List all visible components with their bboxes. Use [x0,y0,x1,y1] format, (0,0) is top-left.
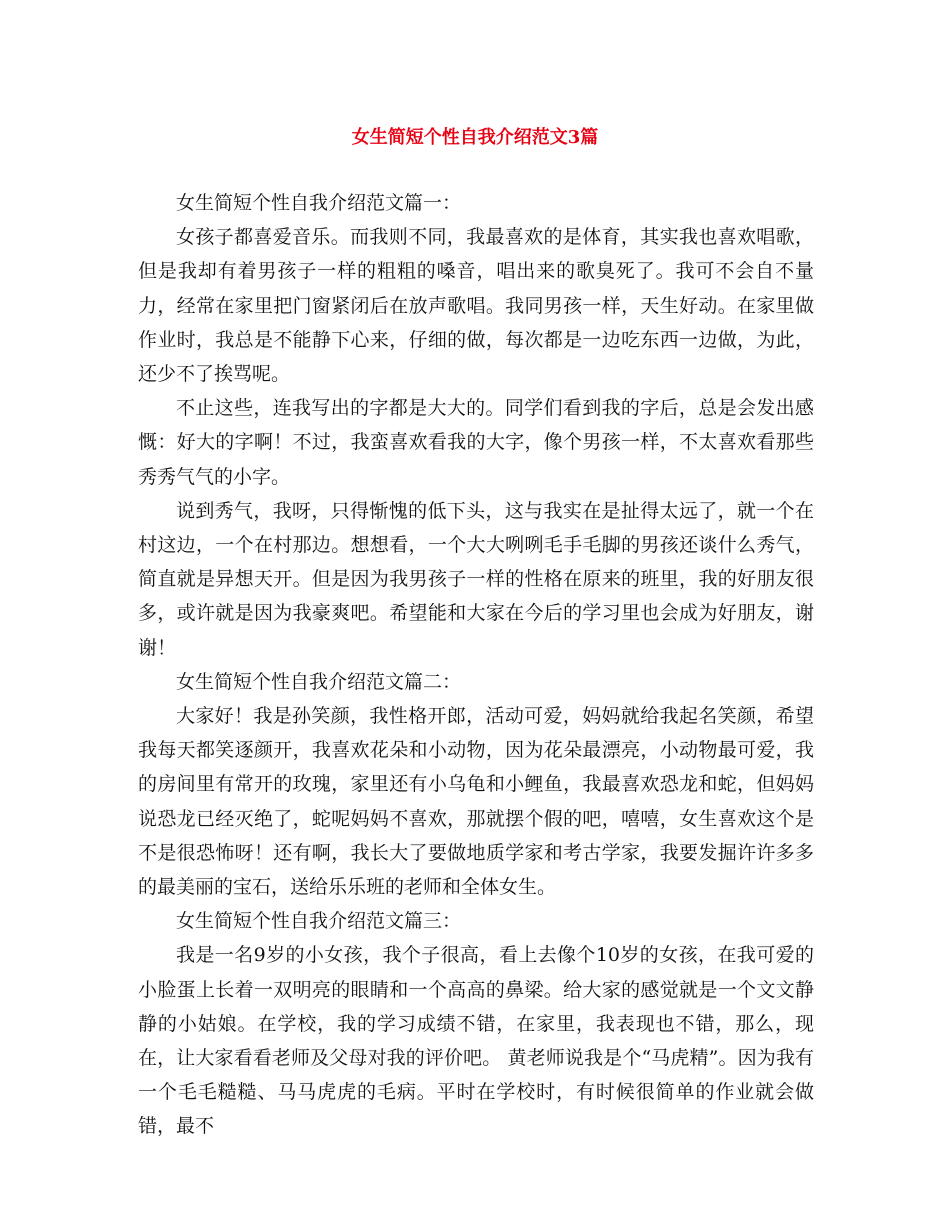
paragraph: 不止这些，连我写出的字都是大大的。同学们看到我的字后，总是会发出感慨：好大的字啊！不过，我蛮喜欢看我的大字，像个男孩一样，不太喜欢看那些秀秀气气的小字。 [138,397,814,488]
paragraph: 我是一名9岁的小女孩，我个子很高，看上去像个10岁的女孩，在我可爱的小脸蛋上长着一双明亮的眼睛和一个高高的鼻梁。给大家的感觉就是一个文文静静的小姑娘。在学校，我的学习成绩不错，在家里，我表现也不错，那么，现在，让大家看看老师及父母对我的评价吧。 黄老师说我是个“马虎精”。因为我有一个毛毛糙糙、马马虎虎的毛病。平时在学校时，有时候很简单的作业就会做错，最不 [138,944,814,1138]
document-title: 女生简短个性自我介绍范文3篇 [351,127,599,148]
paragraph: 说到秀气，我呀，只得惭愧的低下头，这与我实在是扯得太远了，就一个在村这边，一个在村那边。想想看，一个大大咧咧毛手毛脚的男孩还谈什么秀气，简直就是异想天开。但是因为我男孩子一样的性格在原来的班里，我的好朋友很多，或许就是因为我豪爽吧。希望能和大家在今后的学习里也会成为好朋友，谢谢！ [138,499,814,659]
section-heading: 女生简短个性自我介绍范文篇三： [176,910,462,933]
paragraph: 女孩子都喜爱音乐。而我则不同，我最喜欢的是体育，其实我也喜欢唱歌，但是我却有着男孩子一样的粗粗的嗓音，唱出来的歌臭死了。我可不会自不量力，经常在家里把门窗紧闭后在放声歌唱。我同男孩一样，天生好动。在家里做作业时，我总是不能静下心来，仔细的做，每次都是一边吃东西一边做，为此，还少不了挨骂呢。 [138,226,814,386]
paragraph: 大家好！我是孙笑颜，我性格开郎，活动可爱，妈妈就给我起名笑颜，希望我每天都笑逐颜开，我喜欢花朵和小动物，因为花朵最漂亮，小动物最可爱，我的房间里有常开的玫瑰，家里还有小乌龟和小鲤鱼，我最喜欢恐龙和蛇，但妈妈说恐龙已经灭绝了，蛇呢妈妈不喜欢，那就摆个假的吧，嘻嘻，女生喜欢这个是不是很恐怖呀！还有啊，我长大了要做地质学家和考古学家，我要发掘许许多多的最美丽的宝石，送给乐乐班的老师和全体女生。 [138,705,814,899]
document-body [138,186,814,1144]
section-heading: 女生简短个性自我介绍范文篇二： [176,670,462,693]
section-heading: 女生简短个性自我介绍范文篇一： [176,192,462,214]
